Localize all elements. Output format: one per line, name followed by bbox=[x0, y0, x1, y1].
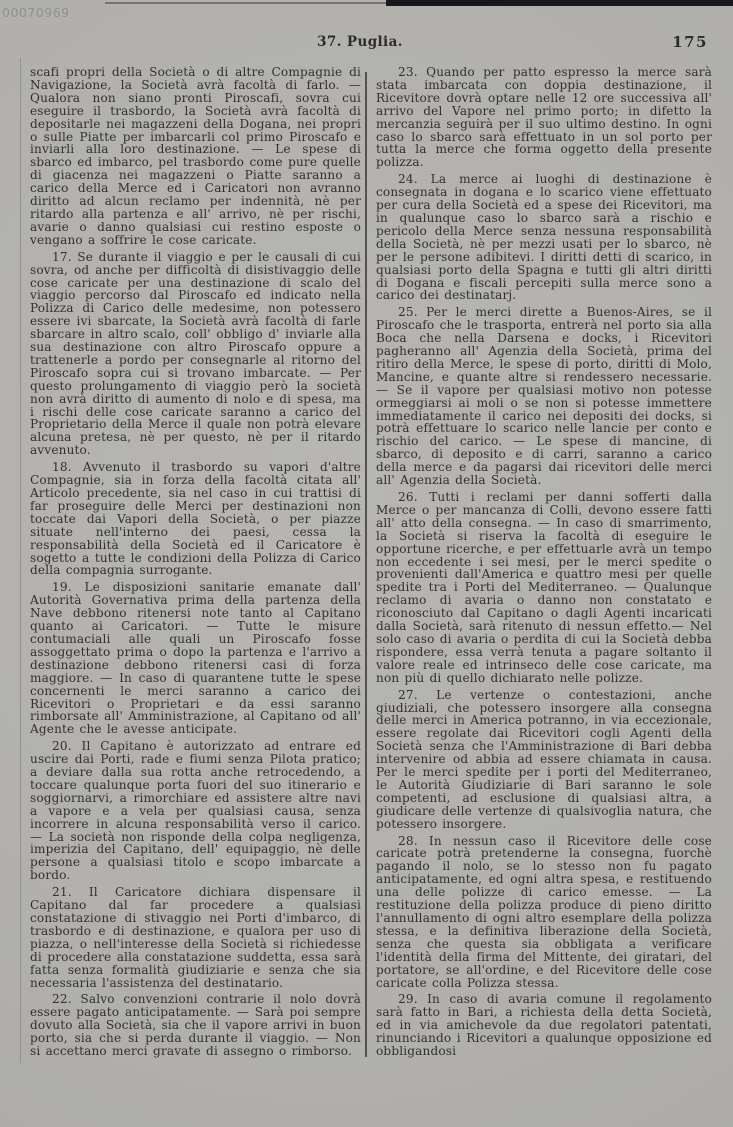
paragraph: 20. Il Capitano è autorizzato ad entrare ed uscire dai Porti, rade e fiumi senza Pilota pratico; a deviare dalla sua rotta anche retrocedendo, a toccare qualunque porta fuori del suo itinerario e soggiornarvi, a rimorchiare ed assistere altre navi a vapore e a vela per qualsiasi causa, senza incorrere in alcuna responsabilità verso il carico. — La società non risponde della colpa negligenza, imperizia del Capitano, dell' equipaggio, nè delle persone a qualsiasi titolo e scopo imbarcate a bordo. bbox=[30, 739, 361, 883]
paragraph: 27. Le vertenze o contestazioni, anche giudiziali, che potessero insorgere alla consegna delle merci in America potranno, in via eccezionale, essere regolate dai Ricevitori cogli Agenti della Società senza che l'Amministrazione di Bari debba intervenire od abbia ad essere chiamata in causa. Per le merci spedite per i porti del Mediterraneo, le Autorità Giudiziarie di Bari saranno le sole competenti, ad esclusione di qualsiasi altra, a giudicare delle vertenze di qualsivoglia natura, che potessero insorgere. bbox=[376, 687, 712, 831]
page-number: 175 bbox=[672, 33, 708, 51]
left-margin-line bbox=[20, 58, 21, 1063]
paragraph: 25. Per le merci dirette a Buenos-Aires, se il Piroscafo che le trasporta, entrerà nel porto sia alla Boca che nella Darsena e docks, i Ricevitori pagheranno all' Agenzia della Società, prima del ritiro della Merce, le spese di porto, diritti di Molo, Mancine, e quante altre si rendessero necessarie. — Se il vapore per qualsiasi motivo non potesse ormeggiarsi ai moli o se non si potesse immettere immediatamente il carico nei depositi dei docks, si potrà effettuare lo scarico nelle lancie per conto e rischio del carico. — Le spese di mancine, di sbarco, di deposito e di carri, saranno a carico della merce e da pagarsi dai ricevitori delle merci all' Agenzia della Società. bbox=[376, 305, 712, 488]
paragraph: scafi propri della Società o di altre Compagnie di Navigazione, la Società avrà facoltà di farlo. — Qualora non siano pronti Piroscafi, sovra cui eseguire il trasbordo, la Società avrà facoltà di depositarle nei magazzeni della Dogana, nei propri o sulle Piatte per imbarcarli col primo Piroscafo e inviarli alla loro destinazione. — Le spese di sbarco ed imbarco, pel trasbordo come pure quelle di giacenza nei magazzeni o Piatte saranno a carico della Merce ed i Caricatori non avranno diritto ad alcun reclamo per indennità, nè per ritardo alla partenza e all' arrivo, nè per rischi, avarie o danno qualsiasi cui restino esposte o vengano a soffrire le cose caricate. bbox=[30, 65, 361, 247]
text-body bbox=[30, 66, 712, 1062]
paragraph: 17. Se durante il viaggio e per le causali di cui sovra, od anche per difficoltà di disistivaggio delle cose caricate per una destinazione di scalo del viaggio percorso dal Piroscafo ed indicato nella Polizza di Carico delle medesime, non potessero essere ivi sbarcate, la Società avrà facoltà di farle sbarcare in altro scalo, coll' obbligo d' inviarle alla sua destinazione con altro Piroscafo oppure a trattenerle a pordo per consegnarle al ritorno del Piroscafo sopra cui si trovano imbarcate. — Per questo prolungamento di viaggio però la società non avrà diritto di aumento di nolo e di spesa, ma i rischi delle cose caricate saranno a carico del Proprietario della Merce il quale non potrà elevare alcuna pretesa, nè per questo, nè per il ritardo avvenuto. bbox=[30, 249, 361, 458]
section-title: 37. Puglia. bbox=[317, 34, 403, 50]
paragraph: 21. Il Caricatore dichiara dispensare il Capitano dal far procedere a qualsiasi constatazione di stivaggio nei Porti d'imbarco, di trasbordo e di destinazione, e qualora per uso di piazza, o nell'interesse della Società si richiedesse di procedere alla constatazione suddetta, essa sarà fatta senza formalità giudiziarie e senza che sia necessaria l'assistenza del destinatario. bbox=[30, 885, 361, 990]
paragraph: 26. Tutti i reclami per danni sofferti dalla Merce o per mancanza di Colli, devono essere fatti all' atto della consegna. — In caso di smarrimento, la Società si riserva la facoltà di eseguire le opportune ricerche, e per effettuarle avrà un tempo non eccedente i sei mesi, per le merci spedite o provenienti dall'America e quattro mesi per quelle spedite tra i Porti del Mediterraneo. — Qualunque reclamo di avaria o danno non constatato e riconosciuto dal Capitano o dagli Agenti incaricati dalla Società, sarà ritenuto di nessun effetto.— Nel solo caso di avaria o perdita di cui la Società debba rispondere, essa verrà tenuta a pagare soltanto il valore reale ed intrinseco delle cose caricate, ma non più di quello dichiarato nelle polizze. bbox=[376, 490, 713, 685]
paragraph: 23. Quando per patto espresso la merce sarà stata imbarcata con doppia destinazione, il Ricevitore dovrà optare nelle 12 ore successiva all' arrivo del Vapore nel primo porto; in difetto la mercanzia seguirà per il suo ultimo destino. In ogni caso lo sbarco sarà effettuato in un sol porto per tutta la merce che forma oggetto della presente polizza. bbox=[376, 65, 712, 170]
scan-top-edge-bar bbox=[386, 0, 733, 6]
page-header bbox=[0, 34, 720, 50]
paragraph: 18. Avvenuto il trasbordo su vapori d'altre Compagnie, sia in forza della facoltà citata all' Articolo precedente, sia nel caso in cui trattisi di far proseguire delle Merci per destinazioni non toccate dai Vapori della Società, o per piazze situate nell'interno dei paesi, cessa la responsabilità della Società ed il Caricatore è sogetto a tutte le condizioni della Polizza di Carico della compagnia surrogante. bbox=[30, 460, 361, 578]
paragraph: 19. Le disposizioni sanitarie emanate dall' Autorità Governativa prima della partenza della Nave debbono ritenersi note tanto al Capitano quanto ai Caricatori. — Tutte le misure contumaciali alle quali un Piroscafo fosse assoggettato prima o dopo la partenza e l'arrivo a destinazione debbono ritenersi casi di forza maggiore. — In caso di quarantene tutte le spese concernenti le merci saranno a carico dei Ricevitori o Proprietari e da essi saranno rimborsate all' Amministrazione, al Capitano od all' Agente che le avesse anticipate. bbox=[30, 580, 361, 737]
scan-id-stamp: 00070969 bbox=[2, 5, 70, 20]
paragraph: 22. Salvo convenzioni contrarie il nolo dovrà essere pagato anticipatamente. — Sarà poi sempre dovuto alla Società, sia che il vapore arrivi in buon porto, sia che si perda durante il viaggio. — Non si accettano merci gravate di assegno o rimborso. bbox=[30, 992, 361, 1059]
paragraph: 24. La merce ai luoghi di destinazione è consegnata in dogana e lo scarico viene effettuato per cura della Società ed a spese dei Ricevitori, ma in qualunque caso lo sbarco sarà a rischio e pericolo della Merce senza nessuna responsabilità della Società, nè per mezzi usati per lo sbarco, nè per le persone adibitevi. I diritti detti di scarico, in qualsiasi porto della Spagna e tutti gli altri diritti di Dogana e fiscali percepiti sulla merce sono a carico dei destinatarj. bbox=[376, 172, 712, 303]
text-column-right bbox=[376, 66, 712, 1062]
paragraph: 28. In nessun caso il Ricevitore delle cose caricate potrà pretenderne la consegna, fuorchè pagando il nolo, se lo stesso non fu pagato anticipatamente, ed ogni altra spesa, e restituendo una delle polizze di carico emesse. — La restituzione della polizza produce di pieno diritto l'annullamento di ogni altro esemplare della polizza stessa, e la definitiva liberazione della Società, senza che questa sia obbligata a verificare l'identità della firma del Mittente, dei giratari, del portatore, se all'ordine, e del Ricevitore delle cose caricate colla Polizza stessa. bbox=[376, 833, 712, 990]
text-column-left bbox=[30, 66, 361, 1062]
paragraph: 29. In caso di avaria comune il regolamento sarà fatto in Bari, a richiesta della detta Società, ed in via amichevole da due regolatori patentati, rinunciando i Ricevitori a qualunque opposizione ed obbligandosi bbox=[376, 992, 712, 1059]
